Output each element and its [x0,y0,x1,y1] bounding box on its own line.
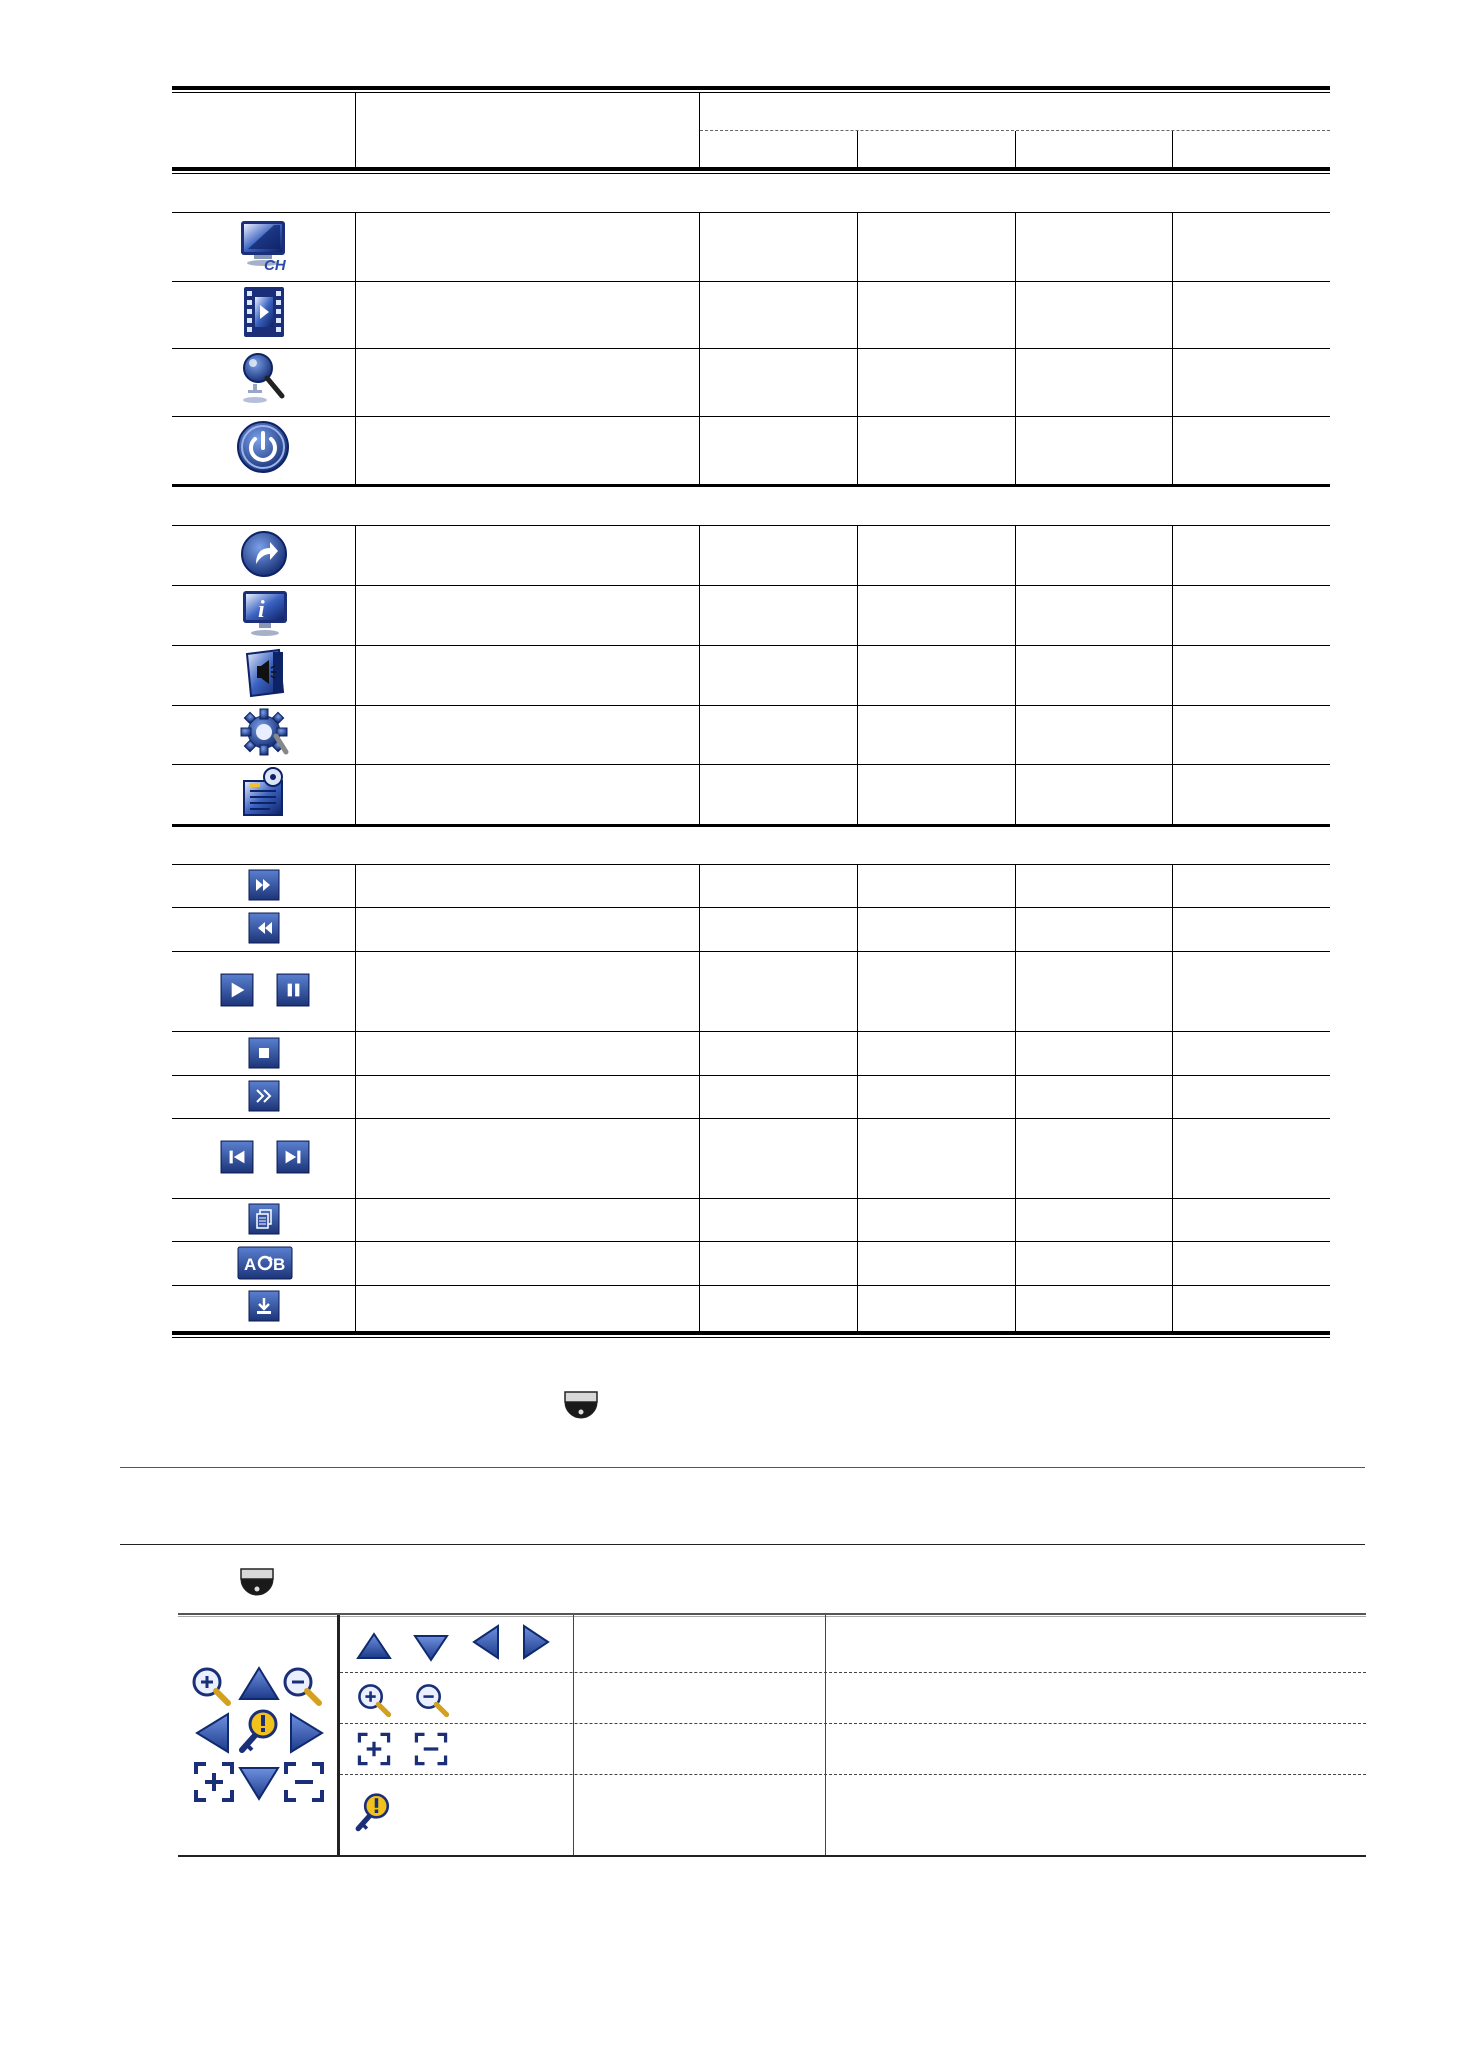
zoom-out-icon[interactable] [281,1665,323,1707]
search-magnifier-icon [240,352,288,406]
power-icon [236,420,290,474]
play-icon [220,973,254,1007]
pause-icon [276,973,310,1007]
svg-text:i: i [258,597,265,623]
slow-forward-icon [248,1080,280,1112]
arrow-down-icon[interactable] [413,1634,449,1662]
zoom-in-icon[interactable] [356,1682,392,1718]
ab-repeat-icon [237,1246,293,1280]
zoom-in-icon[interactable] [190,1665,232,1707]
download-icon [248,1290,280,1322]
next-icon [276,1140,310,1174]
focus-key-icon[interactable] [353,1792,393,1834]
svg-text:CH: CH [264,257,286,271]
fast-rewind-icon [248,912,280,944]
svg-text:B: B [273,1255,286,1274]
arrow-left-icon[interactable] [194,1711,232,1755]
info-monitor-icon [241,589,289,639]
arrow-up-icon[interactable] [237,1665,281,1703]
arrow-left-icon[interactable] [472,1624,500,1660]
playback-film-icon [242,285,286,339]
previous-icon [220,1140,254,1174]
dome-camera-icon [238,1567,276,1603]
frame-expand-icon[interactable] [357,1732,391,1766]
focus-key-icon[interactable] [236,1708,282,1756]
stop-icon [248,1037,280,1069]
clipboard-icon [248,1203,280,1235]
frame-expand-icon[interactable] [193,1761,235,1803]
dome-camera-icon [562,1390,600,1426]
audio-speaker-icon [243,648,287,698]
fast-forward-icon [248,869,280,901]
zoom-out-icon[interactable] [414,1682,450,1718]
svg-text:A: A [244,1255,257,1274]
redirect-arrow-icon [240,530,288,578]
arrow-up-icon[interactable] [356,1632,392,1660]
arrow-down-icon[interactable] [237,1764,281,1802]
config-document-icon [240,767,290,819]
frame-shrink-icon[interactable] [283,1761,325,1803]
channel-monitor-icon [238,219,290,271]
arrow-right-icon[interactable] [287,1711,325,1755]
frame-shrink-icon[interactable] [414,1732,448,1766]
arrow-right-icon[interactable] [522,1624,550,1660]
settings-gear-icon [238,706,290,758]
